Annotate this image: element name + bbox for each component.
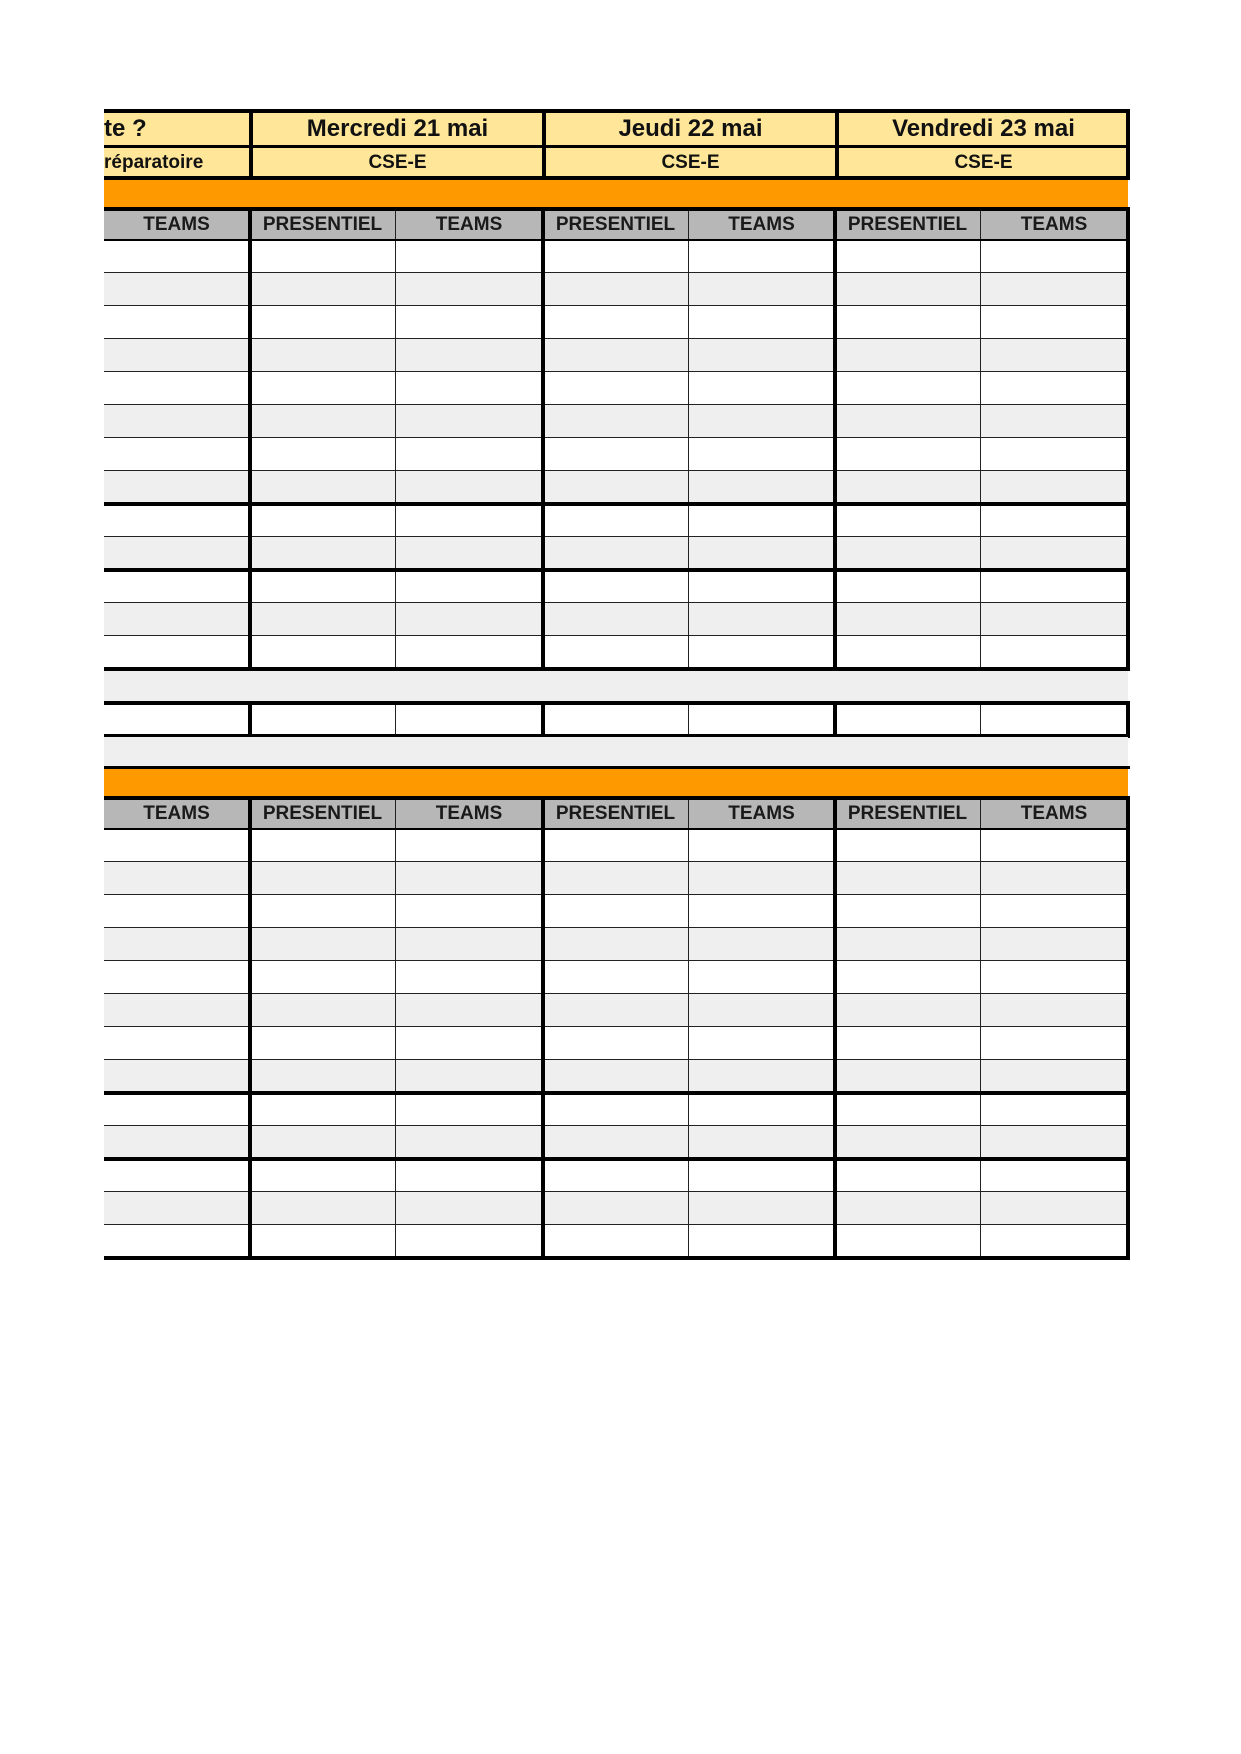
column-header-presentiel: PRESENTIEL <box>543 798 689 829</box>
table-cell <box>250 570 396 603</box>
table-cell <box>981 537 1128 570</box>
separator-band-1 <box>104 671 1128 701</box>
column-header-teams: TEAMS <box>981 209 1128 240</box>
table-cell <box>543 1225 689 1258</box>
table-cell <box>689 603 835 636</box>
extra-row-cell <box>835 703 981 736</box>
table-cell <box>689 928 835 961</box>
extra-row-cell <box>543 703 689 736</box>
table-cell <box>835 928 981 961</box>
table-cell <box>981 1027 1128 1060</box>
table-cell <box>835 994 981 1027</box>
table-cell <box>835 829 981 862</box>
table-cell <box>543 405 689 438</box>
table-cell <box>104 240 250 273</box>
table-cell <box>250 928 396 961</box>
table-cell <box>104 372 250 405</box>
table-cell <box>396 895 543 928</box>
table-cell <box>689 1126 835 1159</box>
table-cell <box>104 829 250 862</box>
table-cell <box>981 339 1128 372</box>
table-cell <box>104 928 250 961</box>
table-cell <box>689 273 835 306</box>
table-cell <box>981 1159 1128 1192</box>
table-cell <box>835 537 981 570</box>
table-cell <box>250 636 396 669</box>
table-cell <box>543 1159 689 1192</box>
table-cell <box>396 372 543 405</box>
table-cell <box>981 306 1128 339</box>
table-cell <box>104 339 250 372</box>
table-cell <box>543 862 689 895</box>
table-cell <box>543 537 689 570</box>
table-cell <box>396 1060 543 1093</box>
table-cell <box>250 862 396 895</box>
table-cell <box>396 1225 543 1258</box>
extra-row-day-border <box>248 701 252 738</box>
table-cell <box>543 1027 689 1060</box>
table-cell <box>104 438 250 471</box>
table-cell <box>250 405 396 438</box>
first-column-title-text: te ? <box>104 114 147 142</box>
table-cell <box>543 603 689 636</box>
table-cell <box>835 471 981 504</box>
first-column-subtitle-text: réparatoire <box>104 151 204 173</box>
table-cell <box>104 1027 250 1060</box>
table-cell <box>250 471 396 504</box>
table-cell <box>104 603 250 636</box>
table-cell <box>981 603 1128 636</box>
table-cell <box>396 471 543 504</box>
table-cell <box>250 1126 396 1159</box>
table-cell <box>396 504 543 537</box>
table-cell <box>835 1225 981 1258</box>
table-cell <box>104 405 250 438</box>
table-cell <box>689 372 835 405</box>
table-cell <box>104 994 250 1027</box>
table-cell <box>396 306 543 339</box>
table-cell <box>981 895 1128 928</box>
group-border <box>104 1256 1130 1260</box>
table-cell <box>543 961 689 994</box>
table-cell <box>250 504 396 537</box>
table-cell <box>104 306 250 339</box>
table-cell <box>250 895 396 928</box>
table-cell <box>104 471 250 504</box>
table-cell <box>543 895 689 928</box>
table-cell <box>250 240 396 273</box>
group-border <box>104 1091 1130 1095</box>
table-cell <box>104 537 250 570</box>
table-cell <box>396 405 543 438</box>
table-cell <box>981 372 1128 405</box>
section-band-2-top-border <box>104 766 1130 769</box>
extra-row-cell <box>250 703 396 736</box>
table-cell <box>543 306 689 339</box>
extra-row-day-border <box>541 701 545 738</box>
column-header-teams: TEAMS <box>689 798 835 829</box>
day-column-border <box>1126 207 1130 671</box>
table-cell <box>835 1126 981 1159</box>
column-header-presentiel: PRESENTIEL <box>543 209 689 240</box>
day-subheader-friday: CSE-E <box>839 148 1128 177</box>
table-cell <box>689 994 835 1027</box>
header-divider-3 <box>835 109 839 180</box>
table-cell <box>104 1159 250 1192</box>
table-cell <box>396 273 543 306</box>
table-cell <box>981 1225 1128 1258</box>
table-cell <box>250 438 396 471</box>
column-header-teams: TEAMS <box>396 798 543 829</box>
table-cell <box>689 829 835 862</box>
extra-row-top-border <box>104 701 1130 705</box>
table-cell <box>981 961 1128 994</box>
table-cell <box>689 1159 835 1192</box>
table-cell <box>396 636 543 669</box>
header-divider-2 <box>542 109 546 180</box>
table-cell <box>835 405 981 438</box>
table-cell <box>396 339 543 372</box>
table-cell <box>981 240 1128 273</box>
table-cell <box>981 1192 1128 1225</box>
table-cell <box>396 570 543 603</box>
table-cell <box>835 273 981 306</box>
table-cell <box>981 273 1128 306</box>
table-cell <box>835 1093 981 1126</box>
table-cell <box>104 273 250 306</box>
table-cell <box>250 1027 396 1060</box>
table-cell <box>689 1225 835 1258</box>
table-cell <box>835 895 981 928</box>
extra-row-cell <box>396 703 543 736</box>
first-column-title <box>104 111 250 146</box>
day-column-border <box>248 796 252 1260</box>
table-cell <box>250 994 396 1027</box>
table-cell <box>835 1060 981 1093</box>
table-cell <box>396 438 543 471</box>
header-divider-1 <box>249 109 253 180</box>
table-cell <box>543 240 689 273</box>
table-cell <box>689 1027 835 1060</box>
table-cell <box>543 994 689 1027</box>
table-cell <box>981 405 1128 438</box>
column-header-teams: TEAMS <box>396 209 543 240</box>
table-cell <box>543 339 689 372</box>
table-cell <box>396 1093 543 1126</box>
table-cell <box>104 1192 250 1225</box>
table-cell <box>250 603 396 636</box>
header-top-border <box>104 109 1130 113</box>
day-subheader-thursday: CSE-E <box>546 148 835 177</box>
table-cell <box>104 1093 250 1126</box>
day-column-border <box>541 796 545 1260</box>
table-cell <box>396 928 543 961</box>
column-header-presentiel: PRESENTIEL <box>250 209 396 240</box>
table-cell <box>689 636 835 669</box>
table-cell <box>396 1126 543 1159</box>
table-cell <box>835 1027 981 1060</box>
extra-row-day-border <box>833 701 837 738</box>
table-cell <box>689 537 835 570</box>
table-cell <box>104 570 250 603</box>
column-header-teams: TEAMS <box>104 209 250 240</box>
table-cell <box>104 1225 250 1258</box>
table-cell <box>250 306 396 339</box>
table-cell <box>835 1159 981 1192</box>
separator-band-2 <box>104 737 1128 767</box>
table-cell <box>689 504 835 537</box>
table-cell <box>689 895 835 928</box>
table-cell <box>689 339 835 372</box>
table-cell <box>543 1126 689 1159</box>
table-cell <box>689 570 835 603</box>
day-subheader-wednesday: CSE-E <box>253 148 542 177</box>
table-cell <box>250 1225 396 1258</box>
table-cell <box>835 438 981 471</box>
table-cell <box>981 829 1128 862</box>
day-column-border <box>248 207 252 671</box>
table-cell <box>543 1192 689 1225</box>
table-cell <box>689 1192 835 1225</box>
first-column-subtitle <box>104 148 250 177</box>
group-border <box>104 568 1130 572</box>
table-top-border <box>104 207 1130 211</box>
table-cell <box>981 1126 1128 1159</box>
table-cell <box>396 1192 543 1225</box>
section-band-2 <box>104 767 1128 797</box>
table-cell <box>104 862 250 895</box>
column-header-presentiel: PRESENTIEL <box>250 798 396 829</box>
table-cell <box>396 961 543 994</box>
extra-row-day-border <box>1126 701 1130 738</box>
header-bottom-border <box>104 828 1130 830</box>
table-cell <box>981 1060 1128 1093</box>
day-column-border <box>833 796 837 1260</box>
table-cell <box>835 636 981 669</box>
day-column-border <box>541 207 545 671</box>
table-cell <box>396 1159 543 1192</box>
group-border <box>104 502 1130 506</box>
table-cell <box>104 1126 250 1159</box>
table-cell <box>396 994 543 1027</box>
column-header-teams: TEAMS <box>104 798 250 829</box>
table-cell <box>981 636 1128 669</box>
table-cell <box>250 829 396 862</box>
table-cell <box>104 961 250 994</box>
table-cell <box>689 862 835 895</box>
column-header-teams: TEAMS <box>981 798 1128 829</box>
table-cell <box>543 1093 689 1126</box>
table-cell <box>689 471 835 504</box>
table-cell <box>250 339 396 372</box>
table-top-border <box>104 796 1130 800</box>
table-cell <box>396 1027 543 1060</box>
table-cell <box>396 537 543 570</box>
table-cell <box>104 895 250 928</box>
extra-row-cell <box>689 703 835 736</box>
day-column-border <box>1126 796 1130 1260</box>
group-border <box>104 1157 1130 1161</box>
table-cell <box>250 1093 396 1126</box>
column-header-presentiel: PRESENTIEL <box>835 798 981 829</box>
day-header-thursday: Jeudi 22 mai <box>546 111 835 146</box>
table-cell <box>835 1192 981 1225</box>
table-cell <box>250 1159 396 1192</box>
table-cell <box>689 306 835 339</box>
table-cell <box>543 1060 689 1093</box>
table-cell <box>543 372 689 405</box>
table-cell <box>689 961 835 994</box>
table-cell <box>835 570 981 603</box>
table-cell <box>835 372 981 405</box>
table-cell <box>689 240 835 273</box>
table-cell <box>250 1192 396 1225</box>
table-cell <box>250 961 396 994</box>
table-cell <box>396 240 543 273</box>
table-cell <box>104 1060 250 1093</box>
table-cell <box>981 438 1128 471</box>
table-cell <box>981 570 1128 603</box>
extra-row-cell <box>981 703 1128 736</box>
table-cell <box>104 504 250 537</box>
table-cell <box>981 471 1128 504</box>
header-divider-4 <box>1126 109 1130 180</box>
table-cell <box>250 537 396 570</box>
table-cell <box>981 994 1128 1027</box>
table-cell <box>835 961 981 994</box>
table-cell <box>689 1060 835 1093</box>
section-band-1 <box>104 180 1128 207</box>
table-cell <box>689 405 835 438</box>
table-cell <box>543 636 689 669</box>
table-cell <box>835 339 981 372</box>
table-cell <box>689 438 835 471</box>
table-cell <box>250 273 396 306</box>
table-cell <box>396 862 543 895</box>
table-cell <box>250 372 396 405</box>
header-middle-border <box>104 145 1130 148</box>
table-cell <box>396 603 543 636</box>
table-cell <box>835 603 981 636</box>
table-cell <box>543 273 689 306</box>
table-cell <box>981 862 1128 895</box>
table-cell <box>543 570 689 603</box>
table-cell <box>981 928 1128 961</box>
table-cell <box>689 1093 835 1126</box>
table-cell <box>981 504 1128 537</box>
table-cell <box>835 306 981 339</box>
table-cell <box>543 928 689 961</box>
column-header-teams: TEAMS <box>689 209 835 240</box>
table-cell <box>543 504 689 537</box>
table-cell <box>250 1060 396 1093</box>
table-cell <box>543 438 689 471</box>
table-cell <box>543 471 689 504</box>
column-header-presentiel: PRESENTIEL <box>835 209 981 240</box>
table-cell <box>835 504 981 537</box>
header-bottom-border <box>104 239 1130 241</box>
table-cell <box>981 1093 1128 1126</box>
extra-row-cell <box>104 703 250 736</box>
day-column-border <box>833 207 837 671</box>
day-header-friday: Vendredi 23 mai <box>839 111 1128 146</box>
table-cell <box>543 829 689 862</box>
day-header-wednesday: Mercredi 21 mai <box>253 111 542 146</box>
table-cell <box>835 862 981 895</box>
table-cell <box>396 829 543 862</box>
table-cell <box>835 240 981 273</box>
table-cell <box>104 636 250 669</box>
